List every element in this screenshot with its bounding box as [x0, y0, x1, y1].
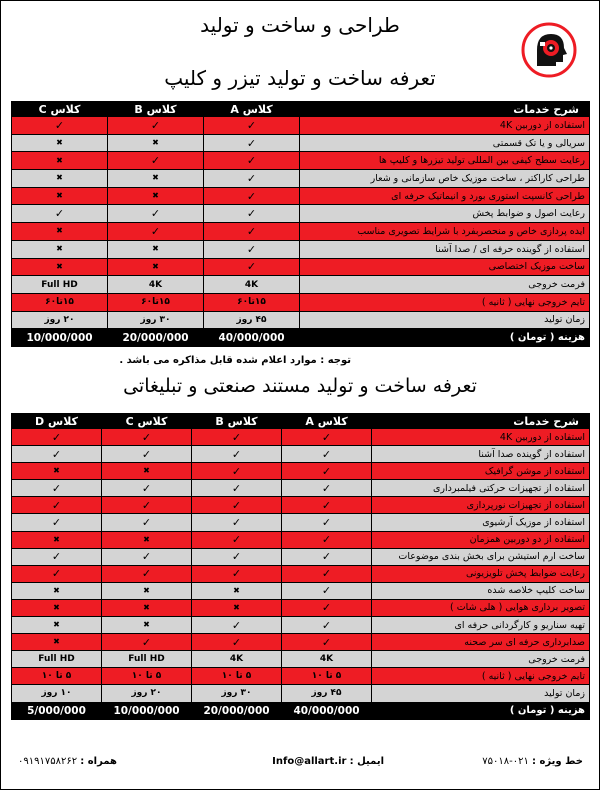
class-value-cell: Full HD — [12, 651, 102, 668]
service-description: طراحی کانسپت استوری بورد و انیماتیک حرفه ای — [300, 187, 590, 205]
landline-number: ۰۲۱-۷۵۰۱۸ — [482, 756, 529, 767]
cross-icon: ✖ — [108, 170, 204, 188]
table-row — [12, 329, 590, 347]
service-description: رعایت اصول و ضوابط پخش — [300, 205, 590, 223]
check-icon: ✓ — [282, 565, 372, 582]
table-row — [12, 582, 590, 599]
class-value-cell: ۴۵ روز — [282, 685, 372, 702]
class-value-cell: 4K — [204, 276, 300, 294]
class-value-cell: ۳۰ روز — [192, 685, 282, 702]
service-description: استفاده از دوربین 4K — [372, 429, 590, 446]
teaser-clip-tariff-table — [11, 101, 590, 347]
check-icon: ✓ — [282, 497, 372, 514]
service-description: استفاده از دو دوربین همزمان — [372, 531, 590, 548]
table-row — [12, 651, 590, 668]
industrial-documentary-tariff-table — [11, 413, 590, 720]
table-row — [12, 205, 590, 223]
table-row — [12, 258, 590, 276]
class-b-header: کلاس B — [192, 414, 282, 429]
cross-icon: ✖ — [192, 582, 282, 599]
negotiable-note: توجه : موارد اعلام شده قابل مذاکره می باشد . — [119, 355, 351, 366]
mobile-contact — [18, 756, 117, 770]
cross-icon: ✖ — [12, 463, 102, 480]
class-value-cell: ۲۰ روز — [102, 685, 192, 702]
class-value-cell: 4K — [108, 276, 204, 294]
table-row — [12, 187, 590, 205]
class-d-header: کلاس D — [12, 414, 102, 429]
class-value-cell: ۱۵تا۶۰ — [12, 293, 108, 311]
class-a-header: کلاس A — [204, 102, 300, 117]
check-icon: ✓ — [282, 429, 372, 446]
check-icon: ✓ — [282, 548, 372, 565]
check-icon: ✓ — [102, 565, 192, 582]
check-icon: ✓ — [192, 463, 282, 480]
mobile-label: همراه : — [80, 756, 117, 767]
cross-icon: ✖ — [12, 599, 102, 616]
check-icon: ✓ — [282, 480, 372, 497]
check-icon: ✓ — [102, 514, 192, 531]
check-icon: ✓ — [282, 617, 372, 634]
service-description: استفاده از تجهیزات حرکتی فیلمبرداری — [372, 480, 590, 497]
table-row — [12, 617, 590, 634]
check-icon: ✓ — [192, 446, 282, 463]
service-description: هزینه ( تومان ) — [300, 329, 590, 347]
cross-icon: ✖ — [12, 531, 102, 548]
check-icon: ✓ — [102, 634, 192, 651]
service-description: استفاده از تجهیزات نورپردازی — [372, 497, 590, 514]
cross-icon: ✖ — [102, 599, 192, 616]
class-value-cell: 20/000/000 — [192, 702, 282, 719]
table1-title: تعرفه ساخت و تولید تیزر و کلیپ — [164, 66, 436, 90]
table-row — [12, 293, 590, 311]
table-row — [12, 480, 590, 497]
class-value-cell: 4K — [282, 651, 372, 668]
table-row — [12, 531, 590, 548]
landline-label: خط ویژه : — [532, 756, 583, 767]
cross-icon: ✖ — [192, 599, 282, 616]
class-value-cell: ۱۰ روز — [12, 685, 102, 702]
class-value-cell: 4K — [192, 651, 282, 668]
cross-icon: ✖ — [12, 617, 102, 634]
table-row — [12, 668, 590, 685]
check-icon: ✓ — [204, 134, 300, 152]
service-description: ساخت کلیپ خلاصه شده — [372, 582, 590, 599]
service-description: تصویر برداری هوایی ( هلی شات ) — [372, 599, 590, 616]
cross-icon: ✖ — [108, 240, 204, 258]
class-value-cell: 40/000/000 — [204, 329, 300, 347]
table-row — [12, 685, 590, 702]
class-value-cell: ۱۵تا۶۰ — [108, 293, 204, 311]
service-column-header: شرح خدمات — [300, 102, 590, 117]
class-a-header: کلاس A — [282, 414, 372, 429]
service-description: هزینه ( تومان ) — [372, 702, 590, 719]
class-value-cell: Full HD — [102, 651, 192, 668]
table-row — [12, 599, 590, 616]
email-contact — [272, 756, 384, 770]
check-icon: ✓ — [192, 514, 282, 531]
cross-icon: ✖ — [102, 582, 192, 599]
cross-icon: ✖ — [108, 258, 204, 276]
check-icon: ✓ — [282, 531, 372, 548]
class-value-cell: 40/000/000 — [282, 702, 372, 719]
check-icon: ✓ — [12, 480, 102, 497]
check-icon: ✓ — [12, 497, 102, 514]
check-icon: ✓ — [204, 152, 300, 170]
service-description: استفاده از گوینده صدا آشنا — [372, 446, 590, 463]
check-icon: ✓ — [192, 497, 282, 514]
check-icon: ✓ — [12, 117, 108, 135]
service-description: رعایت سطح کیفی بین المللی تولید تیزرها و کلیپ ها — [300, 152, 590, 170]
service-description: زمان تولید — [372, 685, 590, 702]
class-c-header: کلاس C — [12, 102, 108, 117]
check-icon: ✓ — [192, 565, 282, 582]
service-description: استفاده از موزیک آرشیوی — [372, 514, 590, 531]
check-icon: ✓ — [102, 497, 192, 514]
check-icon: ✓ — [282, 634, 372, 651]
cross-icon: ✖ — [12, 134, 108, 152]
check-icon: ✓ — [102, 548, 192, 565]
cross-icon: ✖ — [12, 240, 108, 258]
table-header-row — [12, 102, 590, 117]
service-description: صدابرداری حرفه ای سر صحنه — [372, 634, 590, 651]
cross-icon: ✖ — [12, 152, 108, 170]
service-description: استفاده از موشن گرافیک — [372, 463, 590, 480]
check-icon: ✓ — [282, 599, 372, 616]
check-icon: ✓ — [108, 152, 204, 170]
check-icon: ✓ — [204, 170, 300, 188]
table-row — [12, 634, 590, 651]
check-icon: ✓ — [204, 240, 300, 258]
email-address[interactable]: Info@allart.ir — [272, 756, 347, 767]
class-value-cell: 5/000/000 — [12, 702, 102, 719]
class-value-cell: 10/000/000 — [102, 702, 192, 719]
cross-icon: ✖ — [12, 170, 108, 188]
cross-icon: ✖ — [12, 258, 108, 276]
service-description: تهیه سناریو و کارگردانی حرفه ای — [372, 617, 590, 634]
check-icon: ✓ — [102, 446, 192, 463]
cross-icon: ✖ — [12, 187, 108, 205]
check-icon: ✓ — [12, 514, 102, 531]
table2-title: تعرفه ساخت و تولید مستند صنعتی و تبلیغاتی — [123, 375, 477, 397]
check-icon: ✓ — [108, 223, 204, 241]
service-description: ساخت موزیک اختصاصی — [300, 258, 590, 276]
class-value-cell: ۵ تا ۱۰ — [282, 668, 372, 685]
class-value-cell: Full HD — [12, 276, 108, 294]
table-row — [12, 152, 590, 170]
service-description: سریالی و یا تک قسمتی — [300, 134, 590, 152]
table-row — [12, 497, 590, 514]
table-row — [12, 429, 590, 446]
class-value-cell: ۴۵ روز — [204, 311, 300, 329]
page-title: طراحی و ساخت و تولید — [200, 13, 400, 37]
landline-contact — [482, 756, 583, 770]
service-description: تایم خروجی نهایی ( ثانیه ) — [372, 668, 590, 685]
service-description: ساخت ارم استیشن برای بخش بندی موضوعات — [372, 548, 590, 565]
table-header-row — [12, 414, 590, 429]
service-description: طراحی کاراکتر ، ساخت موزیک خاص سازمانی و شعار — [300, 170, 590, 188]
service-description: فرمت خروجی — [372, 651, 590, 668]
check-icon: ✓ — [12, 565, 102, 582]
check-icon: ✓ — [192, 531, 282, 548]
check-icon: ✓ — [102, 480, 192, 497]
cross-icon: ✖ — [102, 463, 192, 480]
class-value-cell: ۵ تا ۱۰ — [102, 668, 192, 685]
table-row — [12, 170, 590, 188]
check-icon: ✓ — [192, 617, 282, 634]
table-row — [12, 311, 590, 329]
check-icon: ✓ — [12, 205, 108, 223]
check-icon: ✓ — [12, 446, 102, 463]
table-row — [12, 223, 590, 241]
class-value-cell: ۵ تا ۱۰ — [12, 668, 102, 685]
service-description: استفاده از گوینده حرفه ای / صدا آشنا — [300, 240, 590, 258]
cross-icon: ✖ — [12, 223, 108, 241]
check-icon: ✓ — [108, 117, 204, 135]
check-icon: ✓ — [204, 258, 300, 276]
service-description: استفاده از دوربین 4K — [300, 117, 590, 135]
check-icon: ✓ — [108, 205, 204, 223]
table-row — [12, 702, 590, 719]
check-icon: ✓ — [192, 480, 282, 497]
class-value-cell: ۵ تا ۱۰ — [192, 668, 282, 685]
class-b-header: کلاس B — [108, 102, 204, 117]
check-icon: ✓ — [192, 429, 282, 446]
check-icon: ✓ — [204, 117, 300, 135]
check-icon: ✓ — [12, 548, 102, 565]
cross-icon: ✖ — [102, 617, 192, 634]
class-c-header: کلاس C — [102, 414, 192, 429]
class-value-cell: 20/000/000 — [108, 329, 204, 347]
check-icon: ✓ — [204, 187, 300, 205]
class-value-cell: ۲۰ روز — [12, 311, 108, 329]
table-row — [12, 240, 590, 258]
service-description: تایم خروجی نهایی ( ثانیه ) — [300, 293, 590, 311]
cross-icon: ✖ — [108, 187, 204, 205]
check-icon: ✓ — [204, 205, 300, 223]
table-row — [12, 446, 590, 463]
check-icon: ✓ — [102, 429, 192, 446]
cross-icon: ✖ — [12, 634, 102, 651]
check-icon: ✓ — [282, 514, 372, 531]
check-icon: ✓ — [282, 446, 372, 463]
check-icon: ✓ — [12, 429, 102, 446]
table-row — [12, 548, 590, 565]
table-row — [12, 134, 590, 152]
class-value-cell: ۳۰ روز — [108, 311, 204, 329]
cross-icon: ✖ — [12, 582, 102, 599]
service-description: ایده پردازی خاص و منحصربفرد با شرایط تصویری مناسب — [300, 223, 590, 241]
check-icon: ✓ — [204, 223, 300, 241]
table-row — [12, 117, 590, 135]
email-label: ایمیل : — [349, 756, 384, 767]
table-row — [12, 276, 590, 294]
cross-icon: ✖ — [108, 134, 204, 152]
check-icon: ✓ — [282, 582, 372, 599]
service-description: رعایت ضوابط پخش تلویزیونی — [372, 565, 590, 582]
table-row — [12, 463, 590, 480]
service-description: فرمت خروجی — [300, 276, 590, 294]
check-icon: ✓ — [192, 548, 282, 565]
cross-icon: ✖ — [102, 531, 192, 548]
check-icon: ✓ — [282, 463, 372, 480]
service-description: زمان تولید — [300, 311, 590, 329]
check-icon: ✓ — [192, 634, 282, 651]
mobile-number: ۰۹۱۹۱۷۵۸۲۶۲ — [18, 756, 78, 767]
table-row — [12, 514, 590, 531]
class-value-cell: ۱۵تا۶۰ — [204, 293, 300, 311]
table-row — [12, 565, 590, 582]
class-value-cell: 10/000/000 — [12, 329, 108, 347]
service-column-header: شرح خدمات — [372, 414, 590, 429]
